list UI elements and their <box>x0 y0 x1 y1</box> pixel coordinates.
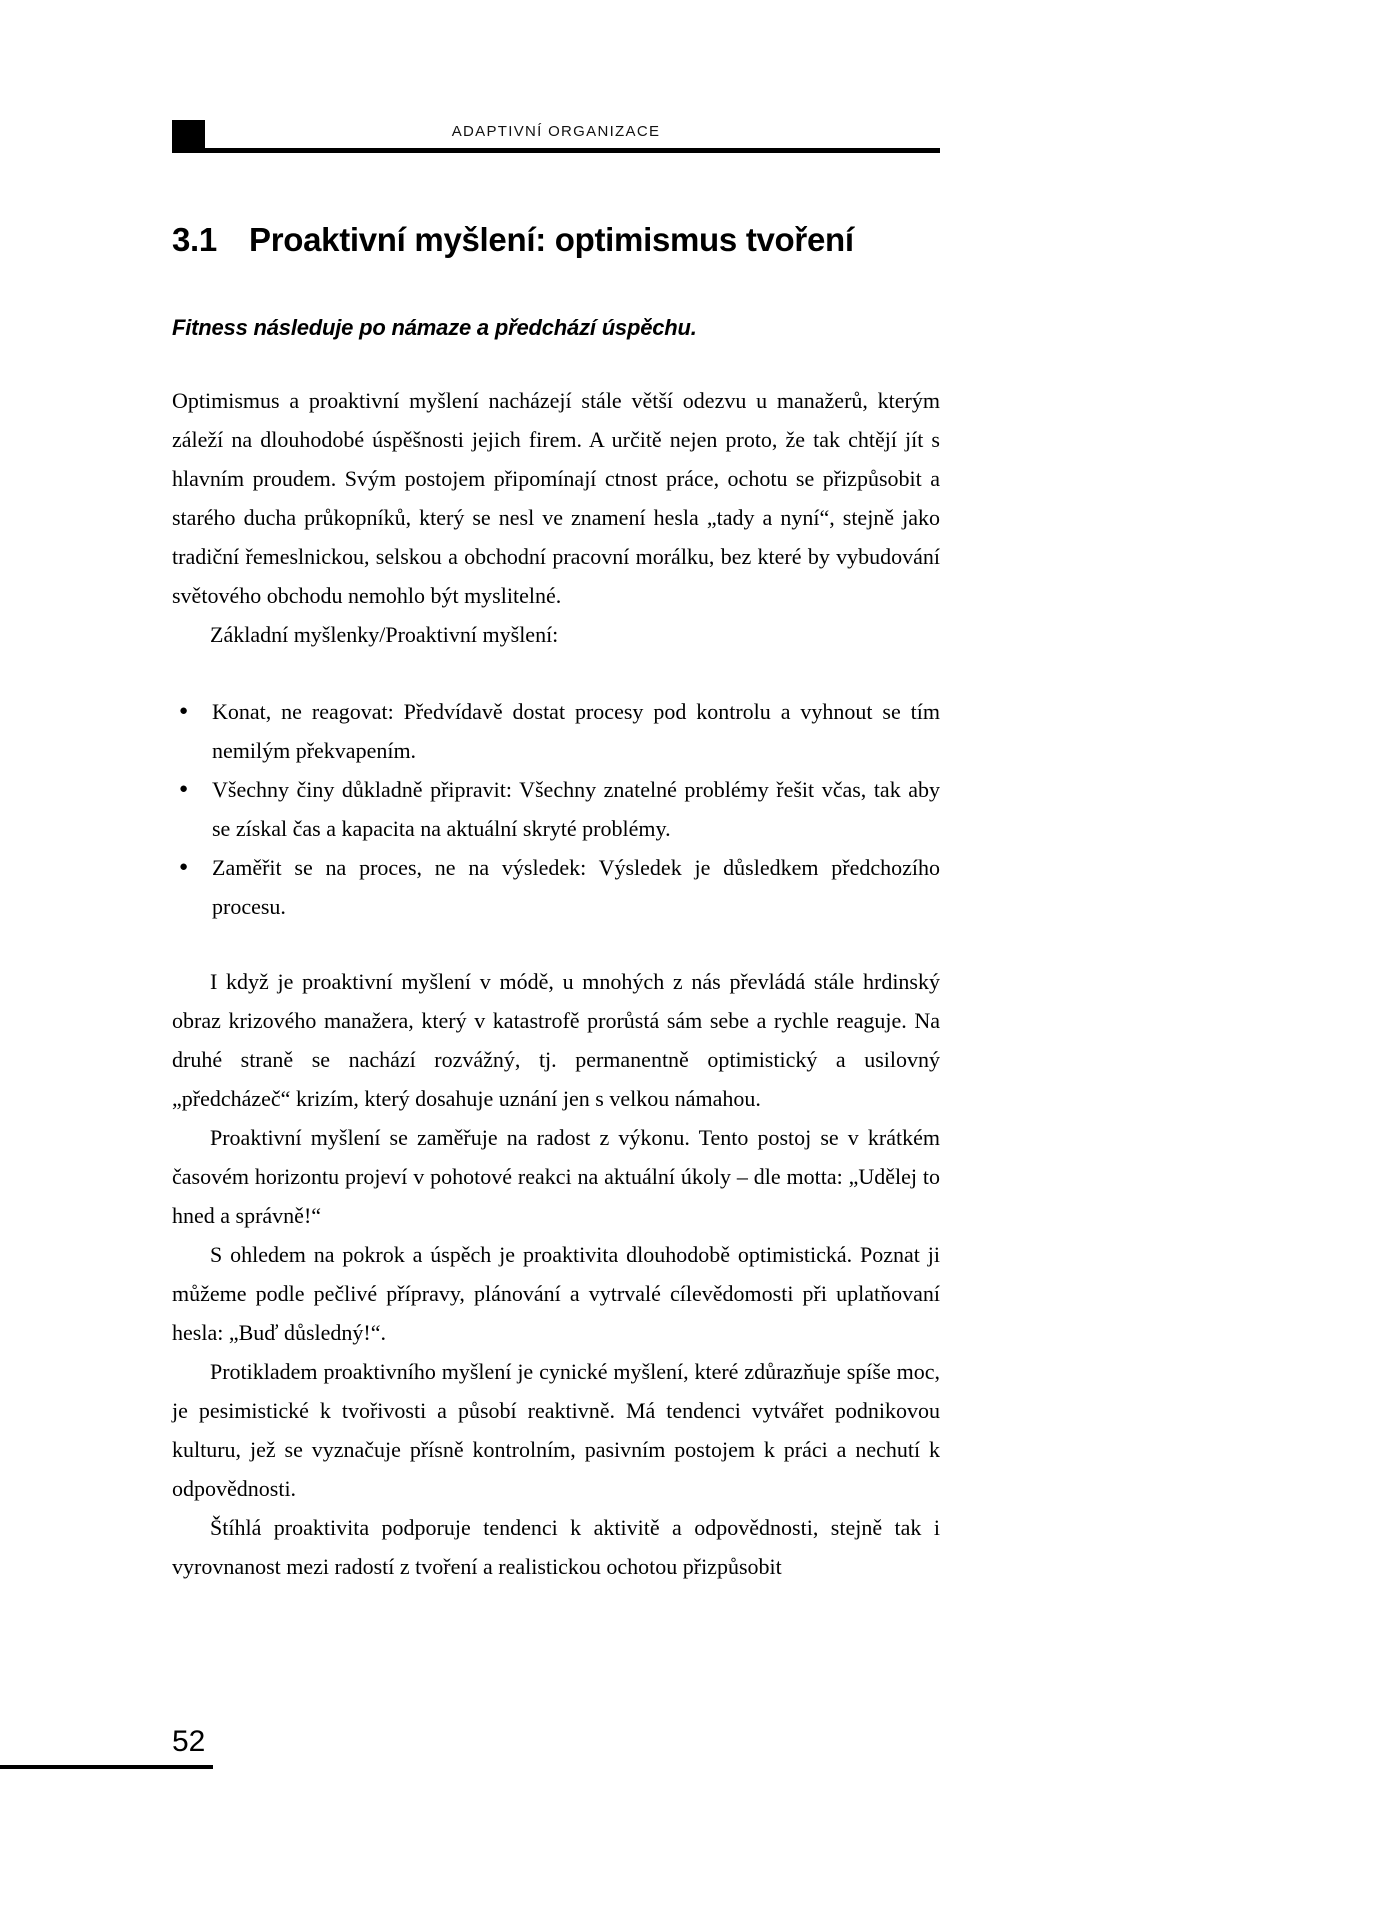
list-item <box>172 770 940 848</box>
body-paragraph: Štíhlá proaktivita podporuje tendenci k aktivitě a odpovědnosti, stejně tak i vyrovnanost mezi radostí z tvoření a realistickou ochotou přizpůsobit <box>172 1515 940 1579</box>
bullet-icon: ● <box>179 703 189 719</box>
running-header-title: ADAPTIVNÍ ORGANIZACE <box>451 123 661 140</box>
text-column <box>172 0 940 1586</box>
body-paragraph: Proaktivní myšlení se zaměřuje na radost z výkonu. Tento postoj se v krátkém časovém horizontu projeví v pohotové reakci na aktuální úkoly – dle motta: „Udělej to hned a správně!“ <box>172 1125 940 1228</box>
section-heading <box>172 221 940 259</box>
page-number: 52 <box>172 1725 206 1758</box>
section-number: 3.1 <box>172 221 217 258</box>
list-item-text: Všechny činy důkladně připravit: Všechny znatelné problémy řešit včas, tak aby se získal čas a kapacita na aktuální skryté problémy. <box>212 777 940 841</box>
list-item <box>172 692 940 770</box>
bullet-icon: ● <box>179 781 189 797</box>
list-item <box>172 848 940 926</box>
body-paragraph: Protikladem proaktivního myšlení je cynické myšlení, které zdůrazňuje spíše moc, je pesimistické k tvořivosti a působí reaktivně. Má tendenci vytvářet podnikovou kulturu, jež se vyznačuje přísně kontrolním, pasivním postojem k práci a nechutí k odpovědnosti. <box>172 1359 940 1501</box>
lead-sentence: Fitness následuje po námaze a předchází úspěchu. <box>172 315 697 340</box>
bullet-list <box>172 692 940 926</box>
bullet-icon: ● <box>179 859 189 875</box>
section-title-text: Proaktivní myšlení: optimismus tvoření <box>248 221 854 258</box>
list-item-text: Zaměřit se na proces, ne na výsledek: Výsledek je důsledkem předchozího procesu. <box>212 855 940 919</box>
body-copy <box>172 381 940 1586</box>
header-square-mark <box>172 120 205 153</box>
list-item-text: Konat, ne reagovat: Předvídavě dostat procesy pod kontrolu a vyhnout se tím nemilým překvapením. <box>212 699 940 763</box>
running-header <box>172 116 940 153</box>
body-paragraph: S ohledem na pokrok a úspěch je proaktivita dlouhodobě optimistická. Poznat ji můžeme podle pečlivé přípravy, plánování a vytrvalé cílevědomosti při uplatňovaní hesla: „Buď důsledný!“. <box>172 1242 940 1345</box>
footer-rule <box>0 1765 213 1769</box>
body-paragraph: I když je proaktivní myšlení v módě, u mnohých z nás převládá stále hrdinský obraz krizového manažera, který v katastrofě prorůstá sám sebe a rychle reaguje. Na druhé straně se nachází rozvážný, tj. permanentně optimistický a usilovný „předcházeč“ krizím, který dosahuje uznání jen s velkou námahou. <box>172 969 940 1111</box>
body-paragraph: Optimismus a proaktivní myšlení nacházejí stále větší odezvu u manažerů, kterým záleží na dlouhodobé úspěšnosti jejich firem. A určitě nejen proto, že tak chtějí jít s hlavním proudem. Svým postojem připomínají ctnost práce, ochotu se přizpůsobit a starého ducha průkopníků, který se nesl ve znamení hesla „tady a nyní“, stejně jako tradiční řemeslnickou, selskou a obchodní pracovní morálku, bez které by vybudování světového obchodu nemohlo být myslitelné. <box>172 388 940 608</box>
list-intro: Základní myšlenky/Proaktivní myšlení: <box>210 622 559 647</box>
